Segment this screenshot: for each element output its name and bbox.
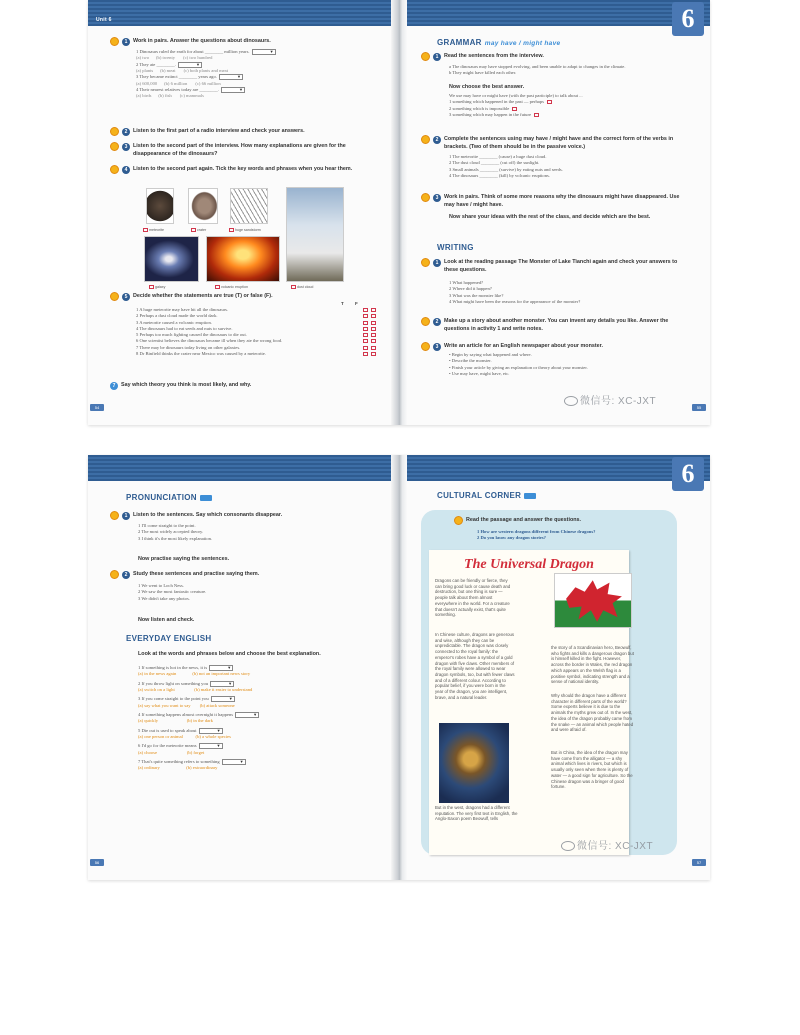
header-band [88, 0, 397, 26]
bullet-icon [110, 37, 119, 46]
writing-exercise-3: 3 Write an article for an English newspaper about your monster. [421, 343, 683, 351]
page-number: 55 [692, 404, 706, 411]
pronunciation-heading: PRONUNCIATION [126, 493, 212, 502]
everyday-english-list: 1 If something is hot in the news, it is▼ (a) in the news again (b) not an important news story 2 If you throw light on something you▼ (a) switch on a light (b) make it easier to understand 3 If you come straight to the point you▼ (a) say what you want to say (b) attack someone 4 If something happens almost overnight it happens▼ (a) quickly (b) in the dark 5 Die out is used to speak about▼ (a) one person or animal (b) a whole species 6 I'd go for the meteorite means▼ (a) choose (b) forget 7 That's quite something refers to something▼ (a) ordinary (b) extraordinary [138, 665, 388, 772]
volcano-photo [206, 236, 280, 282]
galaxy-photo [144, 236, 199, 282]
writing-exercise-2: 2 Make up a story about another monster. You can invent any details you like. Answer the questions in activity 1 and write notes. [421, 318, 683, 333]
red-dragon-icon [563, 578, 625, 624]
grammar-heading: GRAMMAR may have / might have [437, 38, 561, 47]
everyday-english-heading: EVERYDAY ENGLISH [126, 634, 212, 643]
true-column-header: T [341, 301, 344, 306]
exercise-instruction: Work in pairs. Answer the questions about dinosaurs. [133, 38, 271, 44]
writing-heading: WRITING [437, 243, 474, 252]
article-paragraph: the story of a Scandinavian hero, Beowulf, who fights and kills a dangerous dragon but is himself killed in the fight. However, across the border in Wales, the red dragon which appears on the Welsh flag is a positive symbol, indicating strength and a sense of national identity. [551, 645, 634, 685]
exercise-5: 5 Decide whether the statements are true (T) or false (F). [110, 293, 390, 301]
article-title: The Universal Dragon [464, 557, 594, 572]
bullet-icon [110, 165, 119, 174]
book-gutter [391, 455, 407, 880]
exercise-3: 3 Listen to the second part of the interview. How many explanations are given for the disappearance of the dinosaurs? [110, 143, 380, 158]
exercise-4: 4 Listen to the second part again. Tick the key words and phrases when you hear them. [110, 166, 380, 174]
page-54: Unit 6 1 Work in pairs. Answer the questions about dinosaurs. 1 Dinosaurs ruled the earth for about ________ million years.▼ (a) two (b) twenty (c) two hundred 2 They ate ________.▼ (a) plants (b) meat (c) both plants and meat 3 They became extinct ________ years ago.▼ (a) 600,000 (b) 6 million (c) 66 million 4 Their nearest relatives today are ________.▼ (a) birds (b) fish (c) mammals 2 Listen to the first part of a radio interview and check your answers. 3 Listen to the second part of the interview. How many explanations are given for the disappearance of the dinosaurs? 4 Listen to the second part again. Tick the key words and phrases when you hear them. meteorite crater huge sandstorm galaxy volcanic eruption dust cloud 5 Decide whether the statements are true (T) or false (F). T F 1 A huge meteorite may have hit all the dinosaurs. 2 Perhaps a dust cloud made the world dark. 3 A meteorite caused a volcanic eruption. 4 The dinosaurs had to eat seeds and nuts to survive. 5 Perhaps too much fighting caused the dinosaurs to die out. 6 One scientist believes the dinosaurs became ill when they ate the wrong food. 7 There may be dinosaurs today living on other galaxies. 8 Dr Binfield thinks the crater near Mexico was caused by a meteorite. 7 Say which theory you think is most likely, and why. 54 [88, 0, 397, 425]
checkbox[interactable] [143, 228, 148, 232]
checkbox[interactable] [229, 228, 234, 232]
checkbox[interactable] [215, 285, 220, 289]
cultural-corner-heading: CULTURAL CORNER [437, 491, 536, 500]
unit-label: Unit 6 [96, 17, 112, 23]
reading-questions: 1 How are western dragons different from Chinese dragons? 2 Do you know any dragon stories? [477, 529, 596, 541]
page-56: PRONUNCIATION 1 Listen to the sentences. Say which consonants disappear. 1 I'll come straight to the point. 2 The most widely accepted theory. 3 I think it's the most likely explanation. Now practise saying the sentences. 2 Study these sentences and practise saying them. 1 We went to Loch Ness. 2 We saw the most fantastic creature. 3 We didn't take any photos. Now listen and check. EVERYDAY ENGLISH Look at the words and phrases below and choose the best explanation. 1 If something is hot in the news, it is▼ (a) in the news again (b) not an important news story 2 If you throw light on something you▼ (a) switch on a light (b) make it easier to understand 3 If you come straight to the point you▼ (a) say what you want to say (b) attack someone 4 If something happens almost overnight it happens▼ (a) quickly (b) in the dark 5 Die out is used to speak about▼ (a) one person or animal (b) a whole species 6 I'd go for the meteorite means▼ (a) choose (b) forget 7 That's quite something refers to something▼ (a) ordinary (b) extraordinary 56 [88, 455, 397, 880]
page-number: 57 [692, 859, 706, 866]
page-57 [399, 455, 710, 880]
false-column-header: F [355, 301, 358, 306]
reading-instruction: Read the passage and answer the questions. [454, 517, 674, 525]
page-number: 54 [90, 404, 104, 411]
article-paragraph: Dragons can be friendly or fierce, they can bring good luck or cause death and destruction, but one thing is sure — people talk about them almost everywhere in the world. For a creature that doesn't actually exist, that's quite something. [435, 578, 511, 618]
pron-exercise-2: 2 Study these sentences and practise saying them. [110, 571, 390, 579]
writing-exercise-1: 1 Look at the reading passage The Monster of Lake Tianchi again and check your answers to these questions. [421, 259, 683, 274]
answer-dropdown[interactable] [178, 62, 202, 68]
answer-dropdown[interactable] [252, 49, 276, 55]
exercise-1: 1 Work in pairs. Answer the questions about dinosaurs. [110, 38, 390, 46]
header-band [399, 455, 710, 481]
checkbox[interactable] [291, 285, 296, 289]
welsh-flag-image [554, 573, 632, 628]
watermark: 微信号: XC-JXT [564, 392, 656, 407]
crater-photo [188, 188, 218, 224]
exercise-6: 7 Say which theory you think is most likely, and why. [110, 382, 390, 390]
answer-dropdown[interactable] [219, 74, 243, 80]
page-55: 6 GRAMMAR may have / might have 1 Read the sentences from the interview. a The dinosaurs may have stopped evolving, and been unable to adapt to changes in the climate. b They might have killed each other. Now choose the best answer. We use may have or might have (with the past participle) to talk about ... 1 something which happened in the past — perhaps 2 something which is impossible 3 something which may happen in the future 2 Complete the sentences using may have / might have and the correct form of the verbs in brackets. (Two of them should be in the passive voice.) 1 The meteorite ________ (cause) a huge dust cloud. 2 The dust cloud ________ (cut off) the sunlight. 3 Small animals ________ (survive) by eating nuts and seeds. 4 The dinosaurs ________ (kill) by volcanic eruptions. 3 Work in pairs. Think of some more reasons why the dinosaurs might have disappeared. Use may have / might have. Now share your ideas with the rest of the class, and decide which are the best. WRITING 1 Look at the reading passage The Monster of Lake Tianchi again and check your answers to these questions. 1 What happened? 2 Where did it happen? 3 What was the monster like? 4 What might have been the reasons for the appearance of the monster? 2 Make up a story about another monster. You can invent any details you like. Answer the questions in activity 1 and write notes. 3 Write an article for an English newspaper about your monster. • Begin by saying what happened and where. • Describe the monster. • Finish your article by giving an explanation or theory about your monster. • Use may have, might have, etc. 微信号: XC-JXT 55 [399, 0, 710, 425]
wechat-icon [561, 841, 575, 851]
exercise-2: 2 Listen to the first part of a radio interview and check your answers. [110, 128, 390, 136]
quiz-lines: 1 Dinosaurs ruled the earth for about ________ million years.▼ (a) two (b) twenty (c) two hundred 2 They ate ________.▼ (a) plants (b) meat (c) both plants and meat 3 They became extinct ________ years ago.▼ (a) 600,000 (b) 6 million (c) 66 million 4 Their nearest relatives today are ________.▼ (a) birds (b) fish (c) mammals [136, 49, 376, 100]
unit-tab: 6 [672, 2, 704, 36]
page-number: 56 [90, 859, 104, 866]
dust-cloud-photo [286, 187, 344, 282]
checkbox[interactable] [149, 285, 154, 289]
wechat-icon [564, 396, 578, 406]
book-gutter [391, 0, 407, 425]
article-paragraph: In Chinese culture, dragons are generous and wise, although they can be unpredictable. The dragon was closely connected to the royal family: the emperor's robes have a symbol of a gold dragon with five claws. Other members of the royal family were allowed to wear dragon symbols, too, but with fewer claws and of a different colour. According to popular belief, if you were born in the year of the dragon, you are intelligent, brave, and a natural leader. [435, 632, 515, 700]
sandstorm-photo [230, 188, 268, 224]
watermark: 微信号: XC-JXT [561, 837, 653, 852]
answer-dropdown[interactable] [221, 87, 245, 93]
article-paragraph: But in China, the idea of the dragon may have come from the alligator — a shy animal which lives in rivers, but which is usually only seen when there is plenty of water — a good sign for agriculture. So the Chinese dragon was a bringer of good fortune. [551, 750, 633, 790]
article-paragraph: But in the west, dragons had a different reputation. The very first text in English, the Anglo-Saxon poem Beowulf, tells [435, 805, 518, 822]
grammar-exercise-3: 3 Work in pairs. Think of some more reasons why the dinosaurs might have disappeared. Use may have / might have. [421, 194, 683, 209]
article-paragraph: Why should the dragon have a different character in different parts of the world? Some experts believe it is due to the animals the myths grew out of. In the west, the idea of the dragon probably came from the snake — an animal which people hated and were afraid of. [551, 693, 634, 733]
bullet-icon [110, 142, 119, 151]
meteorite-photo [146, 188, 174, 224]
header-band [399, 0, 710, 26]
bullet-icon [110, 127, 119, 136]
top-spread [88, 0, 710, 425]
pron-exercise-1: 1 Listen to the sentences. Say which consonants disappear. [110, 512, 390, 520]
grammar-exercise-1: 1 Read the sentences from the interview. [421, 53, 701, 61]
tf-statements: 1 A huge meteorite may have hit all the dinosaurs. 2 Perhaps a dust cloud made the world dark. 3 A meteorite caused a volcanic eruption. 4 The dinosaurs had to eat seeds and nuts to survive. 5 Perhaps too much fighting caused the dinosaurs to die out. 6 One scientist believes the dinosaurs became ill when they ate the wrong food. 7 There may be dinosaurs today living on other galaxies. 8 Dr Binfield thinks the crater near Mexico was caused by a meteorite. [136, 307, 376, 357]
chinese-dragon-photo [439, 723, 509, 803]
bullet-icon [110, 292, 119, 301]
checkbox[interactable] [191, 228, 196, 232]
unit-tab: 6 [672, 457, 704, 491]
header-band [88, 455, 397, 481]
bottom-spread [88, 455, 710, 880]
grammar-exercise-2: 2 Complete the sentences using may have / might have and the correct form of the verbs in brackets. (Two of them should be in the passive voice.) [421, 136, 683, 151]
